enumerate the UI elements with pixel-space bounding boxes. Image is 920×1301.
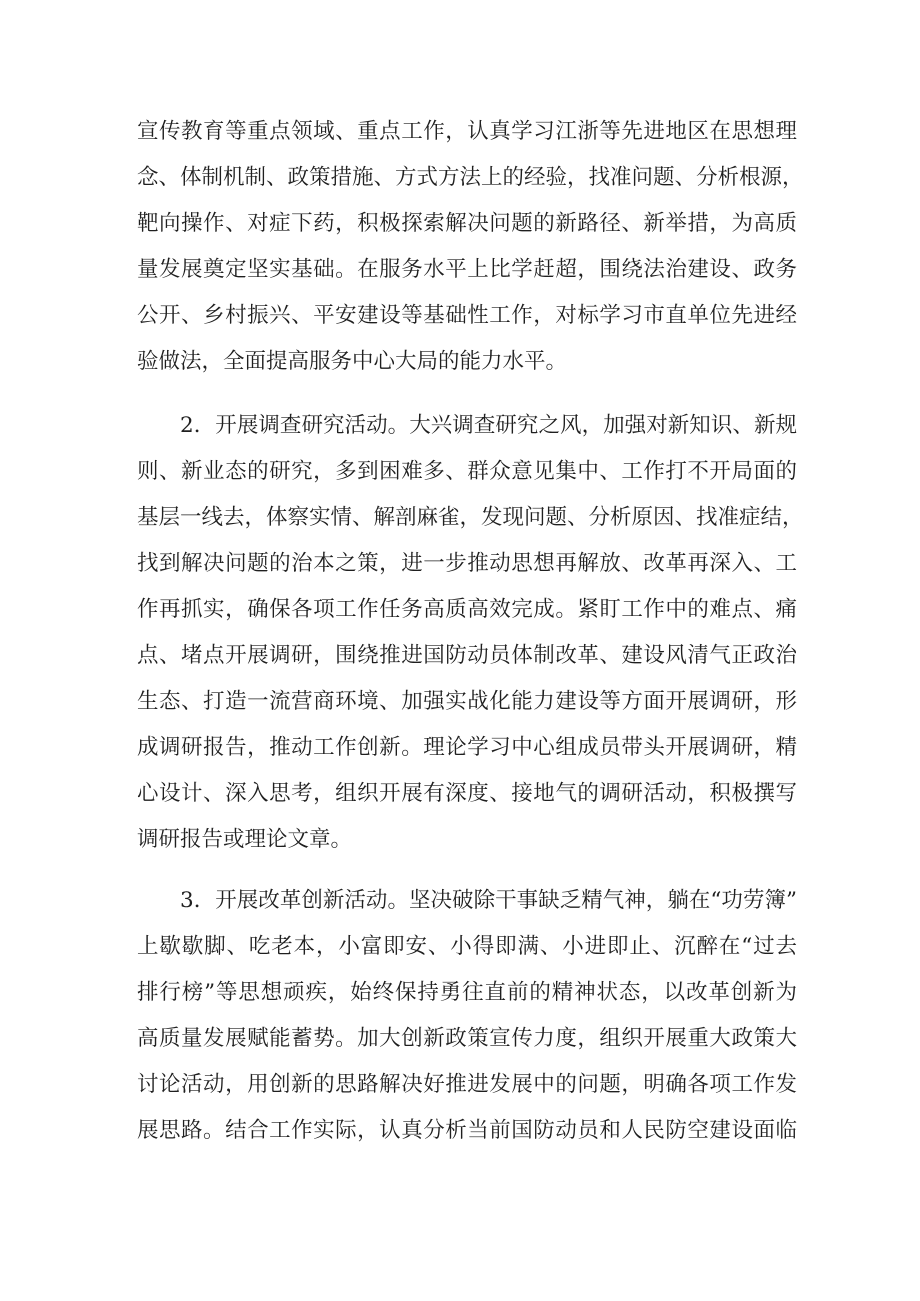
text-line: 展思路。结合工作实际，认真分析当前国防动员和人民防空建设面临: [137, 1118, 797, 1143]
text-line: 生态、打造一流营商环境、加强实战化能力建设等方面开展调研，形: [137, 689, 797, 714]
paragraph-2: [137, 403, 804, 863]
text-line: 讨论活动，用创新的思路解决好推进发展中的问题，明确各项工作发: [137, 1072, 797, 1097]
text-line: 3．开展改革创新活动。坚决破除干事缺乏精气神，躺在“功劳簿”: [180, 888, 797, 913]
text-line: 则、新业态的研究，多到困难多、群众意见集中、工作打不开局面的: [137, 459, 797, 484]
text-line: 宣传教育等重点领域、重点工作，认真学习江浙等先进地区在思想理: [137, 119, 797, 144]
text-line: 找到解决问题的治本之策，进一步推动思想再解放、改革再深入、工: [137, 551, 797, 576]
text-line: 调研报告或理论文章。: [137, 827, 353, 852]
text-line: 点、堵点开展调研，围绕推进国防动员体制改革、建设风清气正政治: [137, 643, 797, 668]
text-line: 成调研报告，推动工作创新。理论学习中心组成员带头开展调研，精: [137, 735, 797, 760]
text-line: 上歇歇脚、吃老本，小富即安、小得即满、小进即止、沉醉在“过去: [137, 934, 797, 959]
text-line: 心设计、深入思考，组织开展有深度、接地气的调研活动，积极撰写: [137, 781, 797, 806]
text-line: 2．开展调查研究活动。大兴调查研究之风，加强对新知识、新规: [180, 413, 797, 438]
text-line: 基层一线去，体察实情、解剖麻雀，发现问题、分析原因、找准症结，: [137, 505, 804, 530]
text-line: 作再抓实，确保各项工作任务高质高效完成。紧盯工作中的难点、痛: [137, 597, 797, 622]
text-line: 高质量发展赋能蓄势。加大创新政策宣传力度，组织开展重大政策大: [137, 1026, 797, 1051]
paragraph-3: [137, 878, 797, 1154]
text-line: 量发展奠定坚实基础。在服务水平上比学赶超，围绕法治建设、政务: [137, 257, 797, 282]
text-line: 验做法，全面提高服务中心大局的能力水平。: [137, 349, 568, 374]
text-line: 排行榜”等思想顽疾，始终保持勇往直前的精神状态，以改革创新为: [137, 980, 797, 1005]
text-line: 公开、乡村振兴、平安建设等基础性工作，对标学习市直单位先进经: [137, 303, 797, 328]
paragraph-1: [137, 109, 804, 385]
text-line: 靶向操作、对症下药，积极探索解决问题的新路径、新举措，为高质: [137, 211, 797, 236]
text-line: 念、体制机制、政策措施、方式方法上的经验，找准问题、分析根源，: [137, 165, 804, 190]
